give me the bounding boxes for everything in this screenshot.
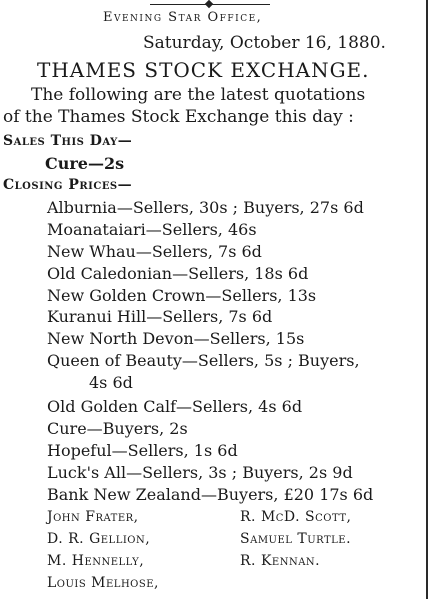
office-line: Evening Star Office,: [103, 10, 263, 25]
diamond-ornament-icon: [205, 0, 213, 8]
closing-item: New North Devon—Sellers, 15s: [47, 329, 305, 348]
intro-line-1: The following are the latest quotations: [31, 85, 366, 105]
closing-item: Old Golden Calf—Sellers, 4s 6d: [47, 397, 303, 416]
article-title: THAMES STOCK EXCHANGE.: [37, 58, 370, 82]
signatory: Samuel Turtle.: [240, 531, 352, 547]
closing-heading: Closing Prices—: [3, 177, 133, 193]
signatory: R. Kennan.: [240, 553, 321, 569]
closing-item: Moanataiari—Sellers, 46s: [47, 220, 257, 239]
closing-item: Queen of Beauty—Sellers, 5s ; Buyers,: [47, 351, 360, 370]
date-line: Saturday, October 16, 1880.: [143, 33, 386, 53]
closing-item: Kuranui Hill—Sellers, 7s 6d: [47, 307, 273, 326]
signatory: D. R. Gellion,: [47, 531, 151, 547]
closing-item: Alburnia—Sellers, 30s ; Buyers, 27s 6d: [47, 198, 364, 217]
closing-item-continuation: 4s 6d: [89, 373, 133, 392]
intro-line-2: of the Thames Stock Exchange this day :: [3, 107, 354, 127]
signatory: Louis Melhose,: [47, 575, 159, 591]
closing-item: Luck's All—Sellers, 3s ; Buyers, 2s 9d: [47, 463, 353, 482]
closing-item: Old Caledonian—Sellers, 18s 6d: [47, 264, 309, 283]
sales-heading: Sales This Day—: [3, 133, 133, 149]
signatory: John Frater,: [47, 509, 139, 525]
signatory: M. Hennelly,: [47, 553, 145, 569]
closing-item: Bank New Zealand—Buyers, £20 17s 6d: [47, 485, 374, 504]
closing-item: New Whau—Sellers, 7s 6d: [47, 242, 262, 261]
closing-item: Hopeful—Sellers, 1s 6d: [47, 441, 238, 460]
signatory: R. McD. Scott,: [240, 509, 352, 525]
sales-item: Cure—2s: [45, 154, 125, 173]
closing-item: Cure—Buyers, 2s: [47, 419, 188, 438]
closing-item: New Golden Crown—Sellers, 13s: [47, 286, 317, 305]
